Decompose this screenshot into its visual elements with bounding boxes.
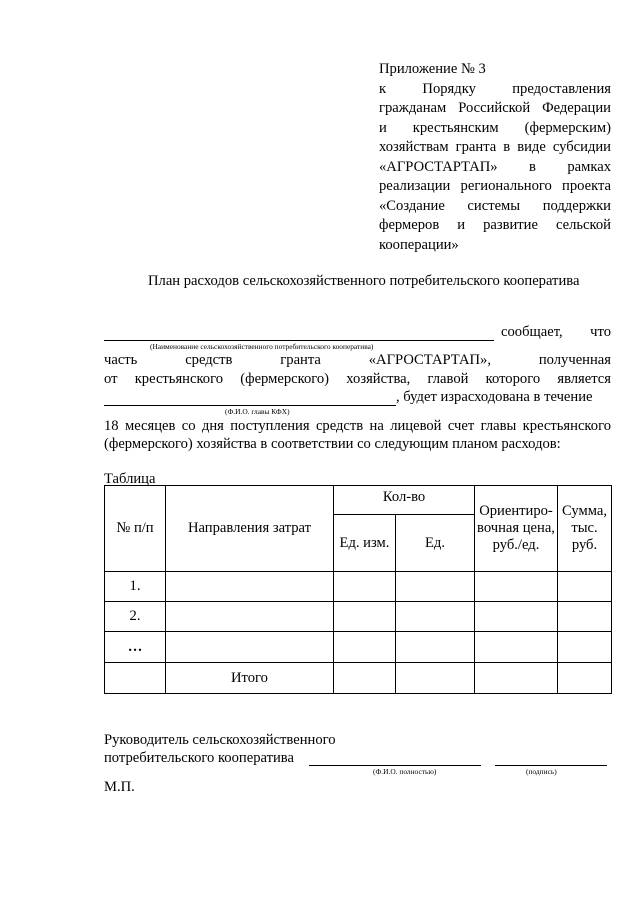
cell-unit[interactable] — [334, 632, 396, 663]
table-total-row — [105, 663, 612, 694]
reports-text: сообщает, что — [501, 324, 611, 340]
cell-sum[interactable] — [558, 602, 612, 632]
cell-sum[interactable] — [558, 663, 612, 694]
body-line: часть средств гранта «АГРОСТАРТАП», полученная — [104, 352, 611, 368]
table-row — [105, 632, 612, 663]
total-label: Итого — [166, 663, 334, 694]
appendix-line: и крестьянским (фермерским) — [379, 119, 611, 136]
row-num: 2. — [105, 602, 166, 632]
header-units: Ед. — [396, 515, 475, 572]
body-line-end: , будет израсходована в течение — [396, 389, 593, 405]
table-label: Таблица — [104, 471, 156, 487]
appendix-line: кооперации» — [379, 236, 459, 253]
header-direction: Направления затрат — [166, 486, 334, 572]
cell-direction[interactable] — [166, 572, 334, 602]
body-line: (фермерского) хозяйства в соответствии со следующим планом расходов: — [104, 436, 561, 452]
head-name-field[interactable] — [104, 405, 396, 406]
cell-price[interactable] — [475, 572, 558, 602]
cell-units[interactable] — [396, 572, 475, 602]
appendix-line: «Создание системы поддержки — [379, 197, 611, 214]
total-num-cell — [105, 663, 166, 694]
coop-name-field[interactable] — [104, 340, 494, 341]
header-price: Ориентиро-вочная цена, руб./ед. — [475, 486, 558, 572]
appendix-line: фермеров и развитие сельской — [379, 217, 611, 233]
coop-name-caption: (Наименование сельскохозяйственного потребительского кооператива) — [150, 342, 374, 351]
signature-field[interactable] — [495, 765, 607, 766]
header-unit: Ед. изм. — [334, 515, 396, 572]
header-sum: Сумма, тыс. руб. — [558, 486, 612, 572]
appendix-line: реализации регионального проекта — [379, 178, 611, 194]
signature-caption: (подпись) — [526, 767, 557, 776]
cell-price[interactable] — [475, 663, 558, 694]
cell-direction[interactable] — [166, 602, 334, 632]
cell-units[interactable] — [396, 602, 475, 632]
cell-units[interactable] — [396, 632, 475, 663]
full-name-caption: (Ф.И.О. полностью) — [373, 767, 437, 776]
stamp-place: М.П. — [104, 779, 135, 795]
cell-unit[interactable] — [334, 572, 396, 602]
cell-unit[interactable] — [334, 663, 396, 694]
body-line: от крестьянского (фермерского) хозяйства, главой которого является — [104, 371, 611, 387]
cell-direction[interactable] — [166, 632, 334, 663]
expenses-table — [104, 485, 612, 694]
cell-price[interactable] — [475, 632, 558, 663]
cell-sum[interactable] — [558, 632, 612, 663]
appendix-line: хозяйствам гранта в виде субсидии — [379, 139, 611, 155]
cell-units[interactable] — [396, 663, 475, 694]
signature-line: потребительского кооператива — [104, 750, 294, 766]
full-name-field[interactable] — [309, 765, 481, 766]
head-name-caption: (Ф.И.О. главы КФХ) — [225, 407, 290, 416]
cell-unit[interactable] — [334, 602, 396, 632]
body-line: 18 месяцев со дня поступления средств на лицевой счет главы крестьянского — [104, 418, 611, 434]
appendix-line: гражданам Российской Федерации — [379, 100, 611, 116]
header-qty: Кол-во — [334, 486, 475, 515]
table-row — [105, 602, 612, 632]
appendix-line: к Порядку предоставления — [379, 80, 611, 97]
cell-price[interactable] — [475, 602, 558, 632]
signature-line: Руководитель сельскохозяйственного — [104, 732, 336, 748]
document-title: План расходов сельскохозяйственного потребительского кооператива — [148, 273, 580, 289]
row-num: 1. — [105, 572, 166, 602]
table-row — [105, 572, 612, 602]
appendix-line: Приложение № 3 — [379, 61, 486, 77]
appendix-line: «АГРОСТАРТАП» в рамках — [379, 158, 611, 175]
appendix-block — [379, 62, 611, 257]
row-num: … — [105, 632, 166, 663]
header-num: № п/п — [105, 486, 166, 572]
cell-sum[interactable] — [558, 572, 612, 602]
